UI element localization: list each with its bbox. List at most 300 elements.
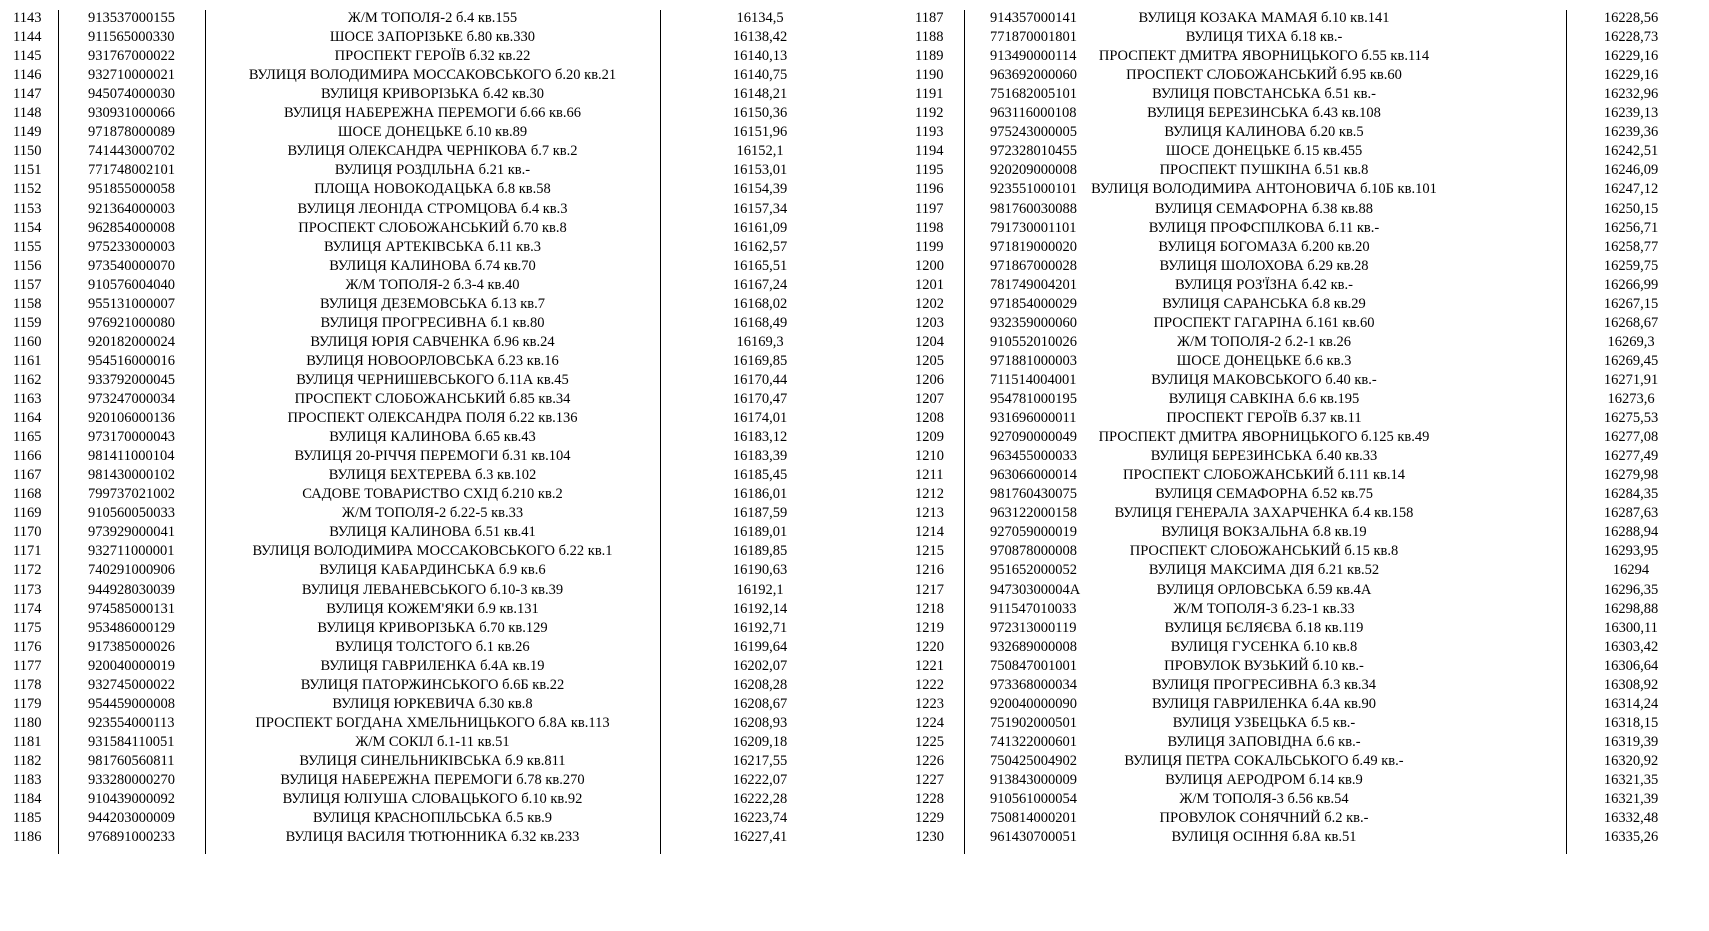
table-row: [0, 618, 868, 639]
amount: 16321,35: [1603, 772, 1659, 788]
amount: 16186,01: [732, 486, 788, 503]
address: САДОВЕ ТОВАРИСТВО СХІД б.210 кв.2: [302, 486, 563, 503]
address: ВУЛИЦЯ ОСІННЯ б.8А кв.51: [1171, 829, 1357, 846]
table-row: [0, 65, 868, 86]
row-number: 1208: [915, 410, 944, 427]
address: Ж/М ТОПОЛЯ-2 б.3-4 кв.40: [345, 276, 520, 293]
row-number: 1148: [13, 105, 42, 122]
row-number: 1194: [915, 143, 944, 160]
row-number: 1213: [915, 505, 944, 522]
address: ВУЛИЦЯ ПОВСТАНСЬКА б.51 кв.-: [1152, 86, 1376, 103]
address: ПРОСПЕКТ СЛОБОЖАНСЬКИЙ б.15 кв.8: [1129, 543, 1399, 560]
account-number: 951855000058: [88, 181, 175, 198]
amount: 16151,96: [732, 124, 788, 141]
amount: 16190,63: [732, 562, 788, 579]
table-row: [898, 122, 1709, 143]
account-number: 913537000155: [88, 10, 175, 26]
table-row: [898, 332, 1709, 353]
address: ВУЛИЦЯ ГАВРИЛЕНКА б.4А кв.90: [1152, 695, 1376, 712]
amount: 16209,18: [732, 733, 788, 750]
amount: 16199,64: [732, 638, 788, 655]
row-number: 1207: [915, 391, 944, 407]
account-number: 944928030039: [88, 581, 175, 598]
table-row: [0, 294, 868, 315]
table-row: [898, 218, 1709, 239]
row-number: 1165: [13, 429, 42, 446]
row-number: 1196: [915, 181, 944, 198]
account-number: 963122000158: [990, 505, 1077, 522]
amount: 16140,13: [732, 48, 788, 65]
account-number: 981760430075: [990, 486, 1077, 503]
table-row: [0, 8, 868, 29]
table-row: [0, 732, 868, 753]
address: ВУЛИЦЯ НОВООРЛОВСЬКА б.23 кв.16: [306, 352, 559, 369]
account-number: 955131000007: [88, 295, 175, 312]
account-number: 971867000028: [990, 257, 1077, 274]
address: ШОСЕ ДОНЕЦЬКЕ б.6 кв.3: [1176, 352, 1352, 369]
address: ВУЛИЦЯ РОЗ'ЇЗНА б.42 кв.-: [1175, 276, 1353, 293]
account-number: 933280000270: [88, 772, 175, 788]
address: ВУЛИЦЯ ПРОГРЕСИВНА б.3 кв.34: [1152, 676, 1376, 693]
address: ПРОСПЕКТ ОЛЕКСАНДРА ПОЛЯ б.22 кв.136: [287, 410, 578, 427]
amount: 16271,91: [1603, 371, 1659, 388]
address: ВУЛИЦЯ ЗАПОВІДНА б.6 кв.-: [1167, 733, 1361, 750]
amount: 16189,01: [732, 524, 788, 541]
row-number: 1227: [915, 772, 944, 788]
account-number: 975243000005: [990, 124, 1077, 141]
row-number: 1225: [915, 733, 944, 750]
row-number: 1169: [13, 505, 42, 522]
table-row: [0, 599, 868, 620]
account-number: 781749004201: [990, 276, 1077, 293]
row-number: 1223: [915, 695, 944, 712]
table-row: [898, 389, 1709, 410]
column-divider: [58, 10, 59, 854]
account-number: 751902000501: [990, 714, 1077, 731]
row-number: 1215: [915, 543, 944, 560]
table-row: [898, 160, 1709, 181]
amount: 16217,55: [732, 752, 788, 769]
amount: 16183,12: [732, 429, 788, 446]
row-number: 1229: [915, 810, 944, 827]
account-number: 923551000101: [990, 181, 1077, 198]
table-row: [0, 389, 868, 410]
amount: 16300,11: [1604, 619, 1658, 636]
table-row: [898, 27, 1709, 48]
account-number: 976891000233: [88, 829, 175, 846]
amount: 16165,51: [732, 257, 788, 274]
table-row: [898, 427, 1709, 448]
amount: 16185,45: [732, 467, 788, 484]
address: ПРОВУЛОК ВУЗЬКИЙ б.10 кв.-: [1164, 657, 1364, 674]
account-number: 750847001001: [990, 657, 1077, 674]
amount: 16170,44: [732, 371, 788, 388]
row-number: 1163: [13, 391, 42, 407]
amount: 16229,16: [1603, 48, 1659, 65]
row-number: 1156: [13, 257, 42, 274]
address: Ж/М ТОПОЛЯ-2 б.2-1 кв.26: [1176, 333, 1352, 350]
table-row: [0, 103, 868, 124]
row-number: 1151: [13, 162, 42, 179]
amount: 16294: [1612, 562, 1650, 579]
table-row: [0, 580, 868, 601]
row-number: 1154: [13, 219, 42, 236]
amount: 16335,26: [1603, 829, 1659, 846]
address: ВУЛИЦЯ НАБЕРЕЖНА ПЕРЕМОГИ б.66 кв.66: [283, 105, 582, 122]
amount: 16222,28: [732, 791, 788, 808]
table-row: [0, 541, 868, 562]
left-table: [0, 10, 868, 854]
row-number: 1191: [915, 86, 944, 103]
row-number: 1170: [13, 524, 42, 541]
address: ПРОСПЕКТ ДМИТРА ЯВОРНИЦЬКОГО б.55 кв.114: [1098, 48, 1430, 65]
account-number: 981411000104: [88, 448, 175, 465]
amount: 16140,75: [732, 67, 788, 84]
row-number: 1206: [915, 371, 944, 388]
table-row: [0, 446, 868, 467]
table-row: [898, 789, 1709, 810]
account-number: 913843000009: [990, 772, 1077, 788]
row-number: 1146: [13, 67, 42, 84]
row-number: 1184: [13, 791, 42, 808]
address: ВУЛИЦЯ СЕМАФОРНА б.52 кв.75: [1154, 486, 1374, 503]
account-number: 973929000041: [88, 524, 175, 541]
row-number: 1149: [13, 124, 42, 141]
account-number: 914357000141: [990, 10, 1077, 26]
address: ВУЛИЦЯ КАБАРДИНСЬКА б.9 кв.6: [319, 562, 546, 579]
amount: 16320,92: [1603, 752, 1659, 769]
amount: 16293,95: [1603, 543, 1659, 560]
address: ВУЛИЦЯ СИНЕЛЬНИКІВСЬКА б.9 кв.811: [299, 752, 566, 769]
address: ВУЛИЦЯ ЮРІЯ САВЧЕНКА б.96 кв.24: [310, 333, 555, 350]
table-row: [898, 103, 1709, 124]
amount: 16288,94: [1603, 524, 1659, 541]
account-number: 931584110051: [88, 733, 175, 750]
amount: 16266,99: [1603, 276, 1659, 293]
table-row: [0, 122, 868, 143]
row-number: 1214: [915, 524, 944, 541]
account-number: 962854000008: [88, 219, 175, 236]
table-row: [898, 275, 1709, 296]
row-number: 1190: [915, 67, 944, 84]
table-row: [898, 465, 1709, 486]
table-row: [898, 199, 1709, 220]
account-number: 963116000108: [990, 105, 1077, 122]
table-row: [0, 503, 868, 524]
address: ВУЛИЦЯ КОЗАКА МАМАЯ б.10 кв.141: [1138, 10, 1390, 26]
amount: 16208,93: [732, 714, 788, 731]
amount: 16269,3: [1607, 333, 1655, 350]
account-number: 741443000702: [88, 143, 175, 160]
amount: 16183,39: [732, 448, 788, 465]
amount: 16269,45: [1603, 352, 1659, 369]
amount: 16162,57: [732, 238, 788, 255]
table-row: [898, 751, 1709, 772]
column-divider: [1566, 10, 1567, 854]
row-number: 1166: [13, 448, 42, 465]
table-row: [898, 770, 1709, 791]
row-number: 1155: [13, 238, 42, 255]
row-number: 1179: [13, 695, 42, 712]
row-number: 1150: [13, 143, 42, 160]
account-number: 910560050033: [88, 505, 175, 522]
row-number: 1147: [13, 86, 42, 103]
address: Ж/М ТОПОЛЯ-3 б.23-1 кв.33: [1173, 600, 1355, 617]
address: ВУЛИЦЯ ГУСЕНКА б.10 кв.8: [1170, 638, 1358, 655]
row-number: 1177: [13, 657, 42, 674]
account-number: 932689000008: [990, 638, 1077, 655]
row-number: 1217: [915, 581, 944, 598]
account-number: 930931000066: [88, 105, 175, 122]
address: ВУЛИЦЯ ВОКЗАЛЬНА б.8 кв.19: [1161, 524, 1367, 541]
row-number: 1212: [915, 486, 944, 503]
table-row: [0, 789, 868, 810]
address: ВУЛИЦЯ ВАСИЛЯ ТЮТЮННИКА б.32 кв.233: [285, 829, 580, 846]
account-number: 954516000016: [88, 352, 175, 369]
address: ВУЛИЦЯ ЛЕВАНЕВСЬКОГО б.10-3 кв.39: [301, 581, 564, 598]
address: ВУЛИЦЯ КАЛИНОВА б.74 кв.70: [329, 257, 536, 274]
table-row: [898, 694, 1709, 715]
amount: 16256,71: [1603, 219, 1659, 236]
account-number: 933792000045: [88, 371, 175, 388]
address: ВУЛИЦЯ ПРОФСПІЛКОВА б.11 кв.-: [1148, 219, 1380, 236]
account-number: 741322000601: [990, 733, 1077, 750]
row-number: 1216: [915, 562, 944, 579]
address: ВУЛИЦЯ КАЛИНОВА б.20 кв.5: [1164, 124, 1364, 141]
table-row: [0, 199, 868, 220]
account-number: 981760030088: [990, 200, 1077, 217]
row-number: 1219: [915, 619, 944, 636]
row-number: 1221: [915, 657, 944, 674]
address: ВУЛИЦЯ ЧЕРНИШЕВСЬКОГО б.11А кв.45: [296, 371, 569, 388]
column-divider: [964, 10, 965, 854]
row-number: 1172: [13, 562, 42, 579]
amount: 16308,92: [1603, 676, 1659, 693]
row-number: 1200: [915, 257, 944, 274]
amount: 16228,56: [1603, 10, 1659, 26]
table-row: [898, 484, 1709, 505]
table-row: [898, 560, 1709, 581]
row-number: 1157: [13, 276, 42, 293]
amount: 16227,41: [732, 829, 788, 846]
amount: 16287,63: [1603, 505, 1659, 522]
account-number: 911547010033: [990, 600, 1077, 617]
row-number: 1224: [915, 714, 944, 731]
row-number: 1210: [915, 448, 944, 465]
table-row: [0, 770, 868, 791]
amount: 16250,15: [1603, 200, 1659, 217]
table-row: [898, 541, 1709, 562]
table-row: [898, 732, 1709, 753]
amount: 16148,21: [732, 86, 788, 103]
account-number: 971854000029: [990, 295, 1077, 312]
row-number: 1143: [13, 10, 42, 26]
amount: 16153,01: [732, 162, 788, 179]
address: ВУЛИЦЯ ГАВРИЛЕНКА б.4А кв.19: [320, 657, 545, 674]
row-number: 1183: [13, 772, 42, 788]
amount: 16223,74: [732, 810, 788, 827]
amount: 16157,34: [732, 200, 788, 217]
table-row: [0, 637, 868, 658]
amount: 16332,48: [1603, 810, 1659, 827]
row-number: 1204: [915, 333, 944, 350]
address: ВУЛИЦЯ РОЗДІЛЬНА б.21 кв.-: [334, 162, 531, 179]
address: ВУЛИЦЯ МАКСИМА ДІЯ б.21 кв.52: [1148, 562, 1380, 579]
account-number: 920209000008: [990, 162, 1077, 179]
account-number: 954459000008: [88, 695, 175, 712]
row-number: 1202: [915, 295, 944, 312]
account-number: 951652000052: [990, 562, 1077, 579]
table-row: [0, 313, 868, 334]
address: ВУЛИЦЯ ЮЛІУША СЛОВАЦЬКОГО б.10 кв.92: [282, 791, 583, 808]
account-number: 954781000195: [990, 391, 1077, 407]
account-number: 910552010026: [990, 333, 1077, 350]
account-number: 963066000014: [990, 467, 1077, 484]
amount: 16277,08: [1603, 429, 1659, 446]
account-number: 932711000001: [88, 543, 175, 560]
amount: 16267,15: [1603, 295, 1659, 312]
table-row: [898, 46, 1709, 67]
amount: 16167,24: [732, 276, 788, 293]
amount: 16222,07: [732, 772, 788, 788]
table-row: [898, 580, 1709, 601]
address: ВУЛИЦЯ ОРЛОВСЬКА б.59 кв.4А: [1156, 581, 1372, 598]
table-row: [898, 370, 1709, 391]
address: ВУЛИЦЯ БЕРЕЗИНСЬКА б.43 кв.108: [1147, 105, 1381, 122]
account-number: 971819000020: [990, 238, 1077, 255]
amount: 16208,28: [732, 676, 788, 693]
address: ВУЛИЦЯ ТОЛСТОГО б.1 кв.26: [335, 638, 530, 655]
amount: 16298,88: [1603, 600, 1659, 617]
address: ПРОСПЕКТ СЛОБОЖАНСЬКИЙ б.111 кв.14: [1123, 467, 1405, 484]
amount: 16152,1: [736, 143, 784, 160]
amount: 16319,39: [1603, 733, 1659, 750]
account-number: 973368000034: [990, 676, 1077, 693]
address: Ж/М СОКІЛ б.1-11 кв.51: [355, 733, 510, 750]
address: ШОСЕ ЗАПОРІЗЬКЕ б.80 кв.330: [329, 29, 536, 46]
table-row: [0, 141, 868, 162]
amount: 16150,36: [732, 105, 788, 122]
table-row: [0, 218, 868, 239]
account-number: 931767000022: [88, 48, 175, 65]
table-row: [898, 237, 1709, 258]
table-row: [898, 637, 1709, 658]
row-number: 1160: [13, 333, 42, 350]
row-number: 1171: [13, 543, 42, 560]
table-row: [0, 522, 868, 543]
table-row: [898, 179, 1709, 200]
table-row: [0, 46, 868, 67]
address: ВУЛИЦЯ ТИХА б.18 кв.-: [1185, 29, 1343, 46]
amount: 16318,15: [1603, 714, 1659, 731]
address: ПЛОЩА НОВОКОДАЦЬКА б.8 кв.58: [314, 181, 551, 198]
account-number: 750425004902: [990, 752, 1077, 769]
address: ВУЛИЦЯ 20-РІЧЧЯ ПЕРЕМОГИ б.31 кв.104: [294, 448, 571, 465]
address: ПРОСПЕКТ ДМИТРА ЯВОРНИЦЬКОГО б.125 кв.49: [1098, 429, 1430, 446]
amount: 16239,13: [1603, 105, 1659, 122]
address: ВУЛИЦЯ БОГОМАЗА б.200 кв.20: [1158, 238, 1370, 255]
table-row: [898, 599, 1709, 620]
row-number: 1192: [915, 105, 944, 122]
table-row: [0, 179, 868, 200]
address: ПРОВУЛОК СОНЯЧНИЙ б.2 кв.-: [1159, 810, 1369, 827]
row-number: 1144: [13, 29, 42, 46]
address: ПРОСПЕКТ СЛОБОЖАНСЬКИЙ б.85 кв.34: [294, 391, 571, 407]
row-number: 1162: [13, 371, 42, 388]
account-number: 751682005101: [990, 86, 1077, 103]
account-number: 750814000201: [990, 810, 1077, 827]
amount: 16306,64: [1603, 657, 1659, 674]
account-number: 972313000119: [990, 619, 1077, 636]
amount: 16259,75: [1603, 257, 1659, 274]
address: ШОСЕ ДОНЕЦЬКЕ б.10 кв.89: [337, 124, 528, 141]
amount: 16232,96: [1603, 86, 1659, 103]
row-number: 1211: [915, 467, 944, 484]
row-number: 1167: [13, 467, 42, 484]
amount: 16246,09: [1603, 162, 1659, 179]
amount: 16247,12: [1603, 181, 1659, 198]
account-number: 971878000089: [88, 124, 175, 141]
account-number: 799737021002: [88, 486, 175, 503]
address: ВУЛИЦЯ ВОЛОДИМИРА МОССАКОВСЬКОГО б.20 кв.21: [248, 67, 617, 84]
amount: 16174,01: [732, 410, 788, 427]
table-row: [0, 751, 868, 772]
address: ПРОСПЕКТ СЛОБОЖАНСЬКИЙ б.70 кв.8: [298, 219, 567, 236]
table-row: [0, 656, 868, 677]
row-number: 1187: [915, 10, 944, 26]
table-row: [898, 656, 1709, 677]
amount: 16161,09: [732, 219, 788, 236]
table-row: [0, 675, 868, 696]
amount: 16169,85: [732, 352, 788, 369]
amount: 16187,59: [732, 505, 788, 522]
table-row: [898, 808, 1709, 829]
account-number: 953486000129: [88, 619, 175, 636]
account-number: 920040000090: [990, 695, 1077, 712]
table-row: [0, 370, 868, 391]
table-row: [898, 446, 1709, 467]
account-number: 970878000008: [990, 543, 1077, 560]
amount: 16154,39: [732, 181, 788, 198]
amount: 16208,67: [732, 695, 788, 712]
amount: 16229,16: [1603, 67, 1659, 84]
amount: 16168,49: [732, 314, 788, 331]
row-number: 1181: [13, 733, 42, 750]
account-number: 973170000043: [88, 429, 175, 446]
address: ВУЛИЦЯ ДЕЗЕМОВСЬКА б.13 кв.7: [320, 295, 545, 312]
account-number: 920182000024: [88, 333, 175, 350]
row-number: 1182: [13, 752, 42, 769]
account-number: 917385000026: [88, 638, 175, 655]
address: ПРОСПЕКТ ГАГАРІНА б.161 кв.60: [1153, 314, 1375, 331]
account-number: 932710000021: [88, 67, 175, 84]
address: ВУЛИЦЯ ВОЛОДИМИРА АНТОНОВИЧА б.10Б кв.101: [1091, 181, 1437, 198]
table-row: [0, 160, 868, 181]
table-row: [898, 503, 1709, 524]
address: ВУЛИЦЯ МАКОВСЬКОГО б.40 кв.-: [1151, 371, 1377, 388]
account-number: 921364000003: [88, 200, 175, 217]
address: ВУЛИЦЯ ОЛЕКСАНДРА ЧЕРНІКОВА б.7 кв.2: [287, 143, 578, 160]
address: ВУЛИЦЯ ПАТОРЖИНСЬКОГО б.6Б кв.22: [300, 676, 565, 693]
amount: 16168,02: [732, 295, 788, 312]
account-number: 961430700051: [990, 829, 1077, 846]
amount: 16138,42: [732, 29, 788, 46]
account-number: 932745000022: [88, 676, 175, 693]
table-row: [898, 408, 1709, 429]
row-number: 1158: [13, 295, 42, 312]
row-number: 1173: [13, 581, 42, 598]
amount: 16239,36: [1603, 124, 1659, 141]
